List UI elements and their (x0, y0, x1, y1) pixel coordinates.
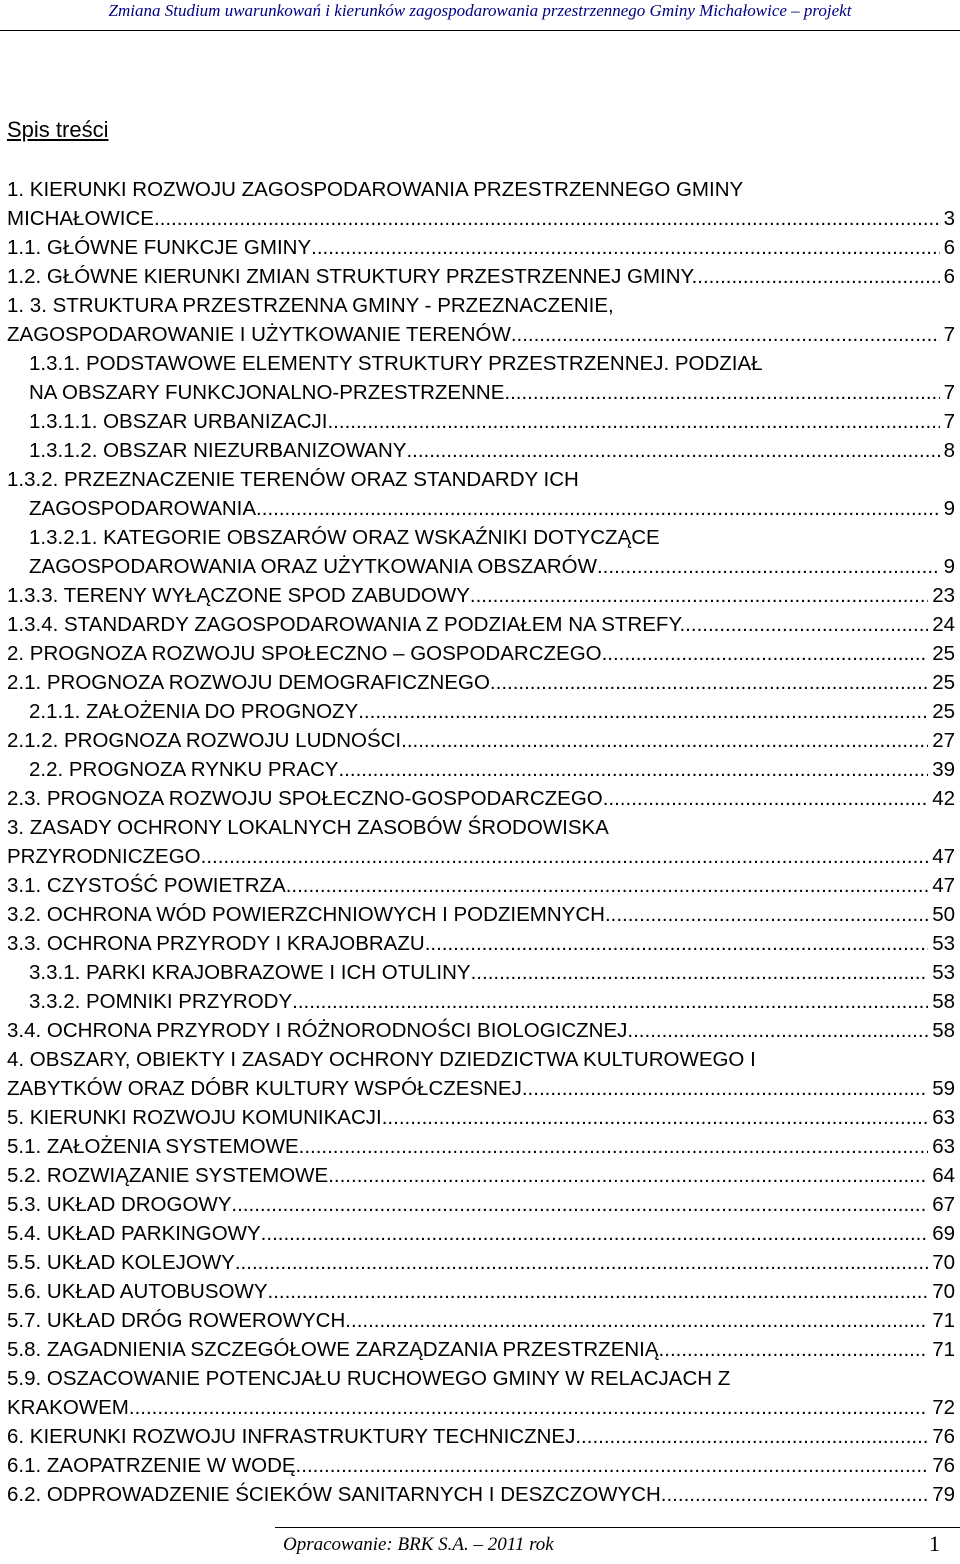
toc-dot-leader (382, 1103, 928, 1132)
toc-entry-title: 1.3.1.2. OBSZAR NIEZURBANIZOWANY (29, 439, 407, 462)
toc-entry-page: 79 (932, 1483, 955, 1506)
toc-entry[interactable] (7, 726, 955, 755)
toc-entry-title: 3.4. OCHRONA PRZYRODY I RÓŻNORODNOŚCI BIOLOGICZNEJ (7, 1019, 628, 1042)
toc-entry[interactable] (7, 1045, 955, 1074)
toc-entry-title: 1.1. GŁÓWNE FUNKCJE GMINY (7, 236, 312, 259)
toc-entry[interactable] (7, 871, 955, 900)
toc-entry-title: 3. ZASADY OCHRONY LOKALNYCH ZASOBÓW ŚRODOWISKA (7, 816, 609, 839)
toc-entry-page: 25 (932, 671, 955, 694)
toc-entry-page: 6 (943, 236, 955, 259)
toc-entry[interactable] (7, 987, 955, 1016)
toc-dot-leader (311, 233, 939, 262)
toc-dot-leader (661, 1480, 928, 1509)
toc-dot-leader (605, 900, 928, 929)
toc-entry[interactable] (7, 407, 955, 436)
toc-entry-page: 59 (932, 1077, 955, 1100)
toc-entry[interactable] (7, 958, 955, 987)
toc-entry-title: 1.3.2.1. KATEGORIE OBSZARÓW ORAZ WSKAŹNIKI DOTYCZĄCE (29, 526, 660, 549)
toc-entry-title: 2.3. PROGNOZA ROZWOJU SPOŁECZNO-GOSPODARCZEGO (7, 787, 603, 810)
toc-dot-leader (627, 1016, 928, 1045)
toc-dot-leader (425, 929, 929, 958)
toc-entry-page: 6 (943, 265, 955, 288)
toc-entry-title: 4. OBSZARY, OBIEKTY I ZASADY OCHRONY DZIEDZICTWA KULTUROWEGO I (7, 1048, 756, 1071)
toc-entry-page: 47 (932, 874, 955, 897)
toc-entry-page: 63 (932, 1135, 955, 1158)
toc-entry[interactable] (7, 1190, 955, 1219)
header-divider (0, 30, 960, 31)
toc-entry-page: 23 (932, 584, 955, 607)
toc-dot-leader (470, 581, 928, 610)
toc-entry[interactable] (7, 378, 955, 407)
toc-entry-title: NA OBSZARY FUNKCJONALNO-PRZESTRZENNE. (29, 381, 511, 404)
toc-dot-leader (327, 407, 939, 436)
toc-entry-page: 42 (932, 787, 955, 810)
toc-dot-leader (268, 1277, 929, 1306)
toc-entry-page: 58 (932, 990, 955, 1013)
toc-entry-title: 5.7. UKŁAD DRÓG ROWEROWYCH (7, 1309, 346, 1332)
toc-entry[interactable] (7, 175, 955, 204)
toc-entry[interactable] (7, 494, 955, 523)
toc-entry-title: ZAGOSPODAROWANIA (29, 497, 257, 520)
toc-entry[interactable] (7, 813, 955, 842)
toc-entry-page: 72 (932, 1396, 955, 1419)
toc-dot-leader (345, 1306, 928, 1335)
toc-entry-page: 64 (932, 1164, 955, 1187)
toc-entry-title: 5.9. OSZACOWANIE POTENCJAŁU RUCHOWEGO GMINY W RELACJACH Z (7, 1367, 731, 1390)
toc-entry[interactable] (7, 639, 955, 668)
toc-entry-title: 6.2. ODPROWADZENIE ŚCIEKÓW SANITARNYCH I DESZCZOWYCH (7, 1483, 661, 1506)
toc-dot-leader (299, 1132, 929, 1161)
toc-entry-title: 5.4. UKŁAD PARKINGOWY (7, 1222, 261, 1245)
toc-entry-title: 2.1.2. PROGNOZA ROZWOJU LUDNOŚCI (7, 729, 402, 752)
toc-dot-leader (401, 726, 928, 755)
toc-entry-title: 1.3.1.1. OBSZAR URBANIZACJI (29, 410, 328, 433)
toc-dot-leader (697, 262, 939, 291)
footer-credit: Opracowanie: BRK S.A. – 2011 rok (283, 1534, 554, 1555)
toc-entry-page: 70 (932, 1251, 955, 1274)
toc-entry[interactable] (7, 349, 955, 378)
toc-entry-title: 2.1. PROGNOZA ROZWOJU DEMOGRAFICZNEGO (7, 671, 490, 694)
toc-entry-title: 5.6. UKŁAD AUTOBUSOWY (7, 1280, 268, 1303)
footer-divider (275, 1527, 960, 1528)
toc-entry-title: 1. 3. STRUKTURA PRZESTRZENNA GMINY - PRZEZNACZENIE, (7, 294, 614, 317)
page-number: 1 (929, 1531, 940, 1556)
toc-entry-title: 3.3.2. POMNIKI PRZYRODY (29, 990, 293, 1013)
toc-dot-leader (154, 204, 940, 233)
toc-entry-title: 1. KIERUNKI ROZWOJU ZAGOSPODAROWANIA PRZESTRZENNEGO GMINY (7, 178, 744, 201)
toc-entry-page: 53 (932, 932, 955, 955)
toc-entry-page: 7 (943, 381, 955, 404)
toc-dot-leader (129, 1393, 928, 1422)
toc-entry-title: 2.2. PROGNOZA RYNKU PRACY (29, 758, 339, 781)
toc-entry[interactable] (7, 1422, 955, 1451)
toc-entry-title: 5. KIERUNKI ROZWOJU KOMUNIKACJI (7, 1106, 382, 1129)
toc-entry-page: 25 (932, 700, 955, 723)
toc-entry-title: 1.3.4. STANDARDY ZAGOSPODAROWANIA Z PODZIAŁEM NA STREFY. (7, 613, 686, 636)
toc-entry-title: PRZYRODNICZEGO (7, 845, 201, 868)
toc-entry-page: 63 (932, 1106, 955, 1129)
toc-entry-title: 3.3. OCHRONA PRZYRODY I KRAJOBRAZU (7, 932, 425, 955)
toc-entry-title: ZABYTKÓW ORAZ DÓBR KULTURY WSPÓŁCZESNEJ (7, 1077, 522, 1100)
toc-entry-title: 1.3.1. PODSTAWOWE ELEMENTY STRUKTURY PRZESTRZENNEJ. PODZIAŁ (29, 352, 763, 375)
toc-entry[interactable] (7, 262, 955, 291)
toc-dot-leader (358, 697, 928, 726)
toc-dot-leader (685, 610, 928, 639)
toc-entry[interactable] (7, 436, 955, 465)
toc-entry[interactable] (7, 581, 955, 610)
toc-entry-title: KRAKOWEM (7, 1396, 129, 1419)
table-of-contents (7, 175, 955, 1509)
toc-entry[interactable] (7, 1335, 955, 1364)
toc-dot-leader (296, 1451, 929, 1480)
toc-entry-title: 5.5. UKŁAD KOLEJOWY (7, 1251, 235, 1274)
toc-entry-title: 3.3.1. PARKI KRAJOBRAZOWE I ICH OTULINY (29, 961, 471, 984)
toc-entry-title: 1.2. GŁÓWNE KIERUNKI ZMIAN STRUKTURY PRZESTRZENNEJ GMINY. (7, 265, 698, 288)
toc-entry-page: 76 (932, 1425, 955, 1448)
toc-entry-page: 8 (943, 439, 955, 462)
toc-dot-leader (597, 552, 940, 581)
toc-dot-leader (231, 1190, 928, 1219)
toc-entry-page: 70 (932, 1280, 955, 1303)
toc-dot-leader (338, 755, 928, 784)
toc-dot-leader (201, 842, 929, 871)
toc-entry-title: 6. KIERUNKI ROZWOJU INFRASTRUKTURY TECHNICZNEJ (7, 1425, 576, 1448)
toc-entry[interactable] (7, 842, 955, 871)
toc-entry-page: 67 (932, 1193, 955, 1216)
toc-entry[interactable] (7, 1277, 955, 1306)
toc-entry[interactable] (7, 1161, 955, 1190)
toc-entry-page: 7 (943, 323, 955, 346)
toc-entry-page: 47 (932, 845, 955, 868)
toc-entry-page: 71 (932, 1338, 955, 1361)
toc-dot-leader (235, 1248, 928, 1277)
toc-entry[interactable] (7, 291, 955, 320)
toc-entry-title: 3.1. CZYSTOŚĆ POWIETRZA (7, 874, 286, 897)
toc-entry-page: 58 (932, 1019, 955, 1042)
toc-dot-leader (510, 378, 940, 407)
toc-entry-title: 5.1. ZAŁOŻENIA SYSTEMOWE (7, 1135, 299, 1158)
toc-entry-page: 9 (943, 555, 955, 578)
toc-heading[interactable]: Spis treści (7, 117, 109, 142)
toc-entry[interactable] (7, 1306, 955, 1335)
toc-entry-page: 71 (932, 1309, 955, 1332)
toc-entry[interactable] (7, 929, 955, 958)
toc-entry[interactable] (7, 900, 955, 929)
toc-entry-page: 3 (943, 207, 955, 230)
toc-entry[interactable] (7, 204, 955, 233)
toc-entry-page: 25 (932, 642, 955, 665)
toc-entry-page: 24 (932, 613, 955, 636)
toc-entry-page: 50 (932, 903, 955, 926)
toc-entry[interactable] (7, 1480, 955, 1509)
toc-dot-leader (522, 1074, 928, 1103)
toc-dot-leader (603, 784, 928, 813)
toc-entry-title: 5.3. UKŁAD DROGOWY (7, 1193, 232, 1216)
toc-dot-leader (256, 494, 940, 523)
toc-entry[interactable] (7, 1219, 955, 1248)
toc-entry[interactable] (7, 610, 955, 639)
toc-dot-leader (292, 987, 928, 1016)
toc-entry[interactable] (7, 523, 955, 552)
toc-entry-title: MICHAŁOWICE (7, 207, 154, 230)
toc-entry[interactable] (7, 465, 955, 494)
toc-entry[interactable] (7, 755, 955, 784)
toc-entry-page: 9 (943, 497, 955, 520)
toc-entry-title: 2.1.1. ZAŁOŻENIA DO PROGNOZY (29, 700, 359, 723)
toc-entry-title: 1.3.2. PRZEZNACZENIE TERENÓW ORAZ STANDARDY ICH (7, 468, 579, 491)
toc-entry[interactable] (7, 1393, 955, 1422)
toc-dot-leader (286, 871, 928, 900)
toc-dot-leader (602, 639, 929, 668)
toc-entry-title: 5.8. ZAGADNIENIA SZCZEGÓŁOWE ZARZĄDZANIA PRZESTRZENIĄ. (7, 1338, 665, 1361)
toc-entry-title: 1.3.3. TERENY WYŁĄCZONE SPOD ZABUDOWY (7, 584, 470, 607)
toc-entry[interactable] (7, 1016, 955, 1045)
toc-entry-page: 53 (932, 961, 955, 984)
toc-entry-page: 7 (943, 410, 955, 433)
toc-dot-leader (575, 1422, 928, 1451)
toc-entry[interactable] (7, 668, 955, 697)
toc-entry[interactable] (7, 552, 955, 581)
toc-dot-leader (261, 1219, 929, 1248)
toc-entry-page: 27 (932, 729, 955, 752)
running-header: Zmiana Studium uwarunkowań i kierunków zagospodarowania przestrzennego Gminy Michałowice – projekt (108, 1, 852, 20)
toc-dot-leader (664, 1335, 928, 1364)
toc-entry-title: ZAGOSPODAROWANIE I UŻYTKOWANIE TERENÓW (7, 323, 511, 346)
toc-entry[interactable] (7, 1248, 955, 1277)
toc-dot-leader (406, 436, 939, 465)
toc-entry[interactable] (7, 320, 955, 349)
toc-entry[interactable] (7, 1364, 955, 1393)
toc-entry-title: 6.1. ZAOPATRZENIE W WODĘ (7, 1454, 296, 1477)
toc-entry-page: 76 (932, 1454, 955, 1477)
toc-entry-title: 5.2. ROZWIĄZANIE SYSTEMOWE (7, 1164, 329, 1187)
toc-entry[interactable] (7, 697, 955, 726)
toc-entry[interactable] (7, 1074, 955, 1103)
toc-entry[interactable] (7, 784, 955, 813)
toc-dot-leader (328, 1161, 928, 1190)
toc-entry-page: 69 (932, 1222, 955, 1245)
toc-entry[interactable] (7, 1451, 955, 1480)
toc-entry[interactable] (7, 1132, 955, 1161)
toc-dot-leader (471, 958, 929, 987)
toc-dot-leader (511, 320, 940, 349)
toc-entry-title: ZAGOSPODAROWANIA ORAZ UŻYTKOWANIA OBSZARÓW (29, 555, 597, 578)
toc-entry[interactable] (7, 233, 955, 262)
toc-entry-title: 2. PROGNOZA ROZWOJU SPOŁECZNO – GOSPODARCZEGO (7, 642, 602, 665)
toc-entry-title: 3.2. OCHRONA WÓD POWIERZCHNIOWYCH I PODZIEMNYCH (7, 903, 605, 926)
toc-entry-page: 39 (932, 758, 955, 781)
toc-dot-leader (490, 668, 928, 697)
toc-entry[interactable] (7, 1103, 955, 1132)
